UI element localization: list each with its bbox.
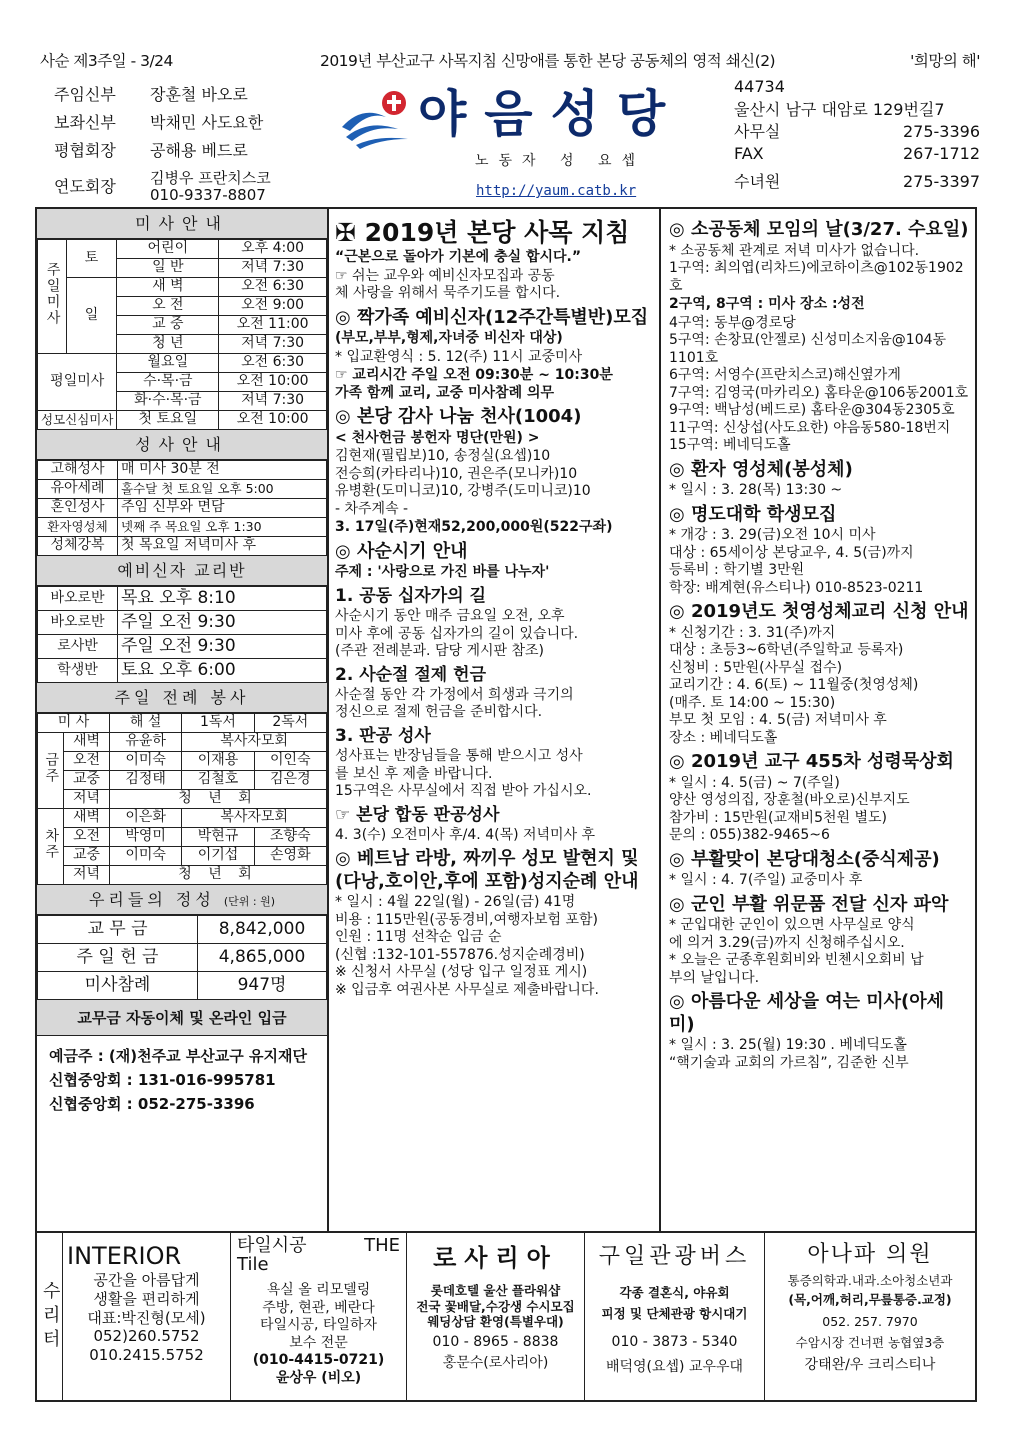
staff-row: 연도회장 김병우 프란치스코 010-9337-8807	[54, 168, 271, 204]
table-row: 일 반 저녁 7:30	[38, 259, 327, 278]
sacrament-table	[37, 460, 327, 556]
website-link[interactable]: http://yaum.catb.kr	[476, 183, 637, 199]
liturgy-service-heading: 주일 전례 봉사	[37, 683, 327, 713]
account-number: 신협중앙회 : 052-275-3396	[49, 1095, 255, 1113]
table-row: 미사참례 947명	[38, 972, 327, 1000]
notice-text: < 천사헌금 봉헌자 명단(만원) >	[335, 429, 540, 446]
ad-riter-label: 수리터	[37, 1233, 63, 1400]
table-row: 화·수·목·금 저녁 7:30	[38, 392, 327, 411]
patron-saint: 노동자 성 요셉	[475, 153, 646, 169]
ad-strip	[35, 1233, 977, 1402]
ad-title: 아나파 의원	[807, 1242, 933, 1267]
sacrament-heading: 성사안내	[37, 430, 327, 460]
table-row: 교중 이미숙 이기섭 손영화	[38, 847, 327, 866]
table-row: 교 무 금 8,842,000	[38, 916, 327, 944]
table-row: 학생반 토요 오후 6:00	[38, 659, 327, 683]
table-row: 성모신심미사 첫 토요일 오전 10:00	[38, 411, 327, 430]
table-row: 저녁 청 년 회	[38, 790, 327, 809]
middle-column	[329, 209, 661, 1231]
table-row: 오전 이미숙 이재용 이인숙	[38, 752, 327, 771]
notice-heading: 3. 판공 성사	[335, 725, 431, 746]
contact-row: 수녀원 275-3397	[734, 172, 980, 191]
transfer-heading: 교무금 자동이체 및 온라인 입금	[37, 1000, 327, 1036]
notice-text: ☞ 교리시간 주일 오전 09:30분 ~ 10:30분 가족 함께 교리, 교중 미사참례 의무	[335, 367, 613, 401]
staff-row: 주임신부 장훈철 바오로	[54, 85, 248, 104]
contact-row: 사무실 275-3396	[734, 122, 980, 141]
account-number: 신협중앙회 : 131-016-995781	[49, 1071, 276, 1089]
table-row: 교 중 오전 11:00	[38, 316, 327, 335]
table-row: 바오로반 목요 오후 8:10	[38, 587, 327, 611]
notice-text: * 입교환영식 : 5. 12(주) 11시 교중미사	[335, 348, 583, 365]
catechumen-table	[37, 586, 327, 683]
notice-heading: ◎ 환자 영성체(봉성체)	[669, 458, 853, 480]
table-row: 청 년 저녁 7:30	[38, 335, 327, 354]
notice-text: * 일시 : 4. 7(주일) 교중미사 후	[669, 872, 863, 888]
table-row: 오전 박영미 박현규 조향숙	[38, 828, 327, 847]
ad-rosaria: 로사리아 롯데호텔 울산 플라워샵 전국 꽃배달,수강생 수시모집 웨딩상담 환영(특별우대) 010 - 8965 - 8838 홍문수(로사리아)	[407, 1233, 585, 1400]
notice-text: 사순시기 동안 매주 금요일 오전, 오후 미사 후에 공동 십자가의 길이 있습니다. (주관 전례분과. 담당 게시판 참조)	[335, 608, 579, 659]
address: 울산시 남구 대암로 129번길7	[734, 100, 945, 119]
week-label: 사순 제3주일 - 3/24	[40, 52, 173, 70]
table-row: 바오로반 주일 오전 9:30	[38, 611, 327, 635]
staff-row: 보좌신부 박채민 사도요한	[54, 113, 264, 132]
table-row: 오 전 오전 9:00	[38, 297, 327, 316]
notice-text: 주제 : '사랑으로 가진 바를 나누자'	[335, 564, 550, 581]
top-line	[40, 52, 980, 71]
table-row: 유아세례 홀수달 첫 토요일 오후 5:00	[38, 480, 327, 499]
notice-heading: ◎ 소공동체 모임의 날(3/27. 수요일)	[669, 219, 969, 240]
year-theme: '희망의 해'	[910, 52, 980, 70]
notice-heading: ◎ 부활맞이 본당대청소(중식제공)	[669, 848, 940, 870]
table-row: 혼인성사 주임 신부와 면담	[38, 499, 327, 518]
account-holder: 예금주 : (재)천주교 부산교구 유지재단	[49, 1047, 307, 1065]
mass-table	[37, 239, 327, 430]
table-row: 환자영성체 넷째 주 목요일 오후 1:30	[38, 518, 327, 537]
liturgy-service-table	[37, 713, 327, 885]
notice-heading: ◎ 2019년도 첫영성체교리 신청 안내	[669, 601, 969, 622]
notice-text: 성사표는 반장님들을 통해 받으시고 성사 를 보신 후 제출 바랍니다. 15구역은 사무실에서 직접 받아 가십시오.	[335, 748, 592, 799]
staff-list	[54, 81, 310, 209]
ad-title: INTERIOR	[67, 1242, 182, 1270]
notice-text: * 군입대한 군인이 있으면 사무실로 양식 에 의거 3.29(금)까지 신청해주십시오. * 오늘은 군종후원회비와 빈첸시오회비 납 부의 날입니다.	[669, 917, 924, 986]
offering-heading: 우리들의 정성 (단위 : 원)	[37, 885, 327, 915]
notice-heading: ◎ 2019년 교구 455차 성령묵상회	[669, 751, 954, 772]
notice-text: * 일시 : 3. 28(목) 13:30 ~	[669, 482, 843, 498]
notice-text: 사순절 동안 각 가정에서 희생과 극기의 정신으로 절제 헌금을 준비합시다.	[335, 686, 574, 721]
notice-text: * 일시 : 4. 5(금) ~ 7(주일) 양산 영성의집, 장훈철(바오로)신부지도 참가비 : 15만원(교재비5천원 별도) 문의 : 055)382-9465~6	[669, 774, 910, 843]
right-column	[661, 209, 975, 1231]
table-row: 로사반 주일 오전 9:30	[38, 635, 327, 659]
table-row: 평일미사 월요일 오전 6:30	[38, 354, 327, 373]
notice-heading: ☞ 본당 합동 판공성사	[335, 804, 500, 825]
notice-text: 3. 17일(주)현재52,200,000원(522구좌)	[335, 519, 613, 536]
parish-name: 야음성당	[418, 85, 684, 143]
table-row: 주 일 헌 금 4,865,000	[38, 944, 327, 972]
table-row: 일 새 벽 오전 6:30	[38, 278, 327, 297]
diocese-motto: 2019년 부산교구 사목지침 신망애를 통한 본당 공동체의 영적 쇄신(2)	[319, 52, 776, 70]
mass-guide-heading: 미사안내	[37, 209, 327, 239]
table-row: 고해성사 매 미사 30분 전	[38, 461, 327, 480]
table-row: 성체강복 첫 목요일 저녁미사 후	[38, 537, 327, 556]
notice-heading: ◎ 본당 감사 나눔 천사(1004)	[335, 406, 582, 428]
contact-info	[734, 77, 980, 193]
offering-table	[37, 915, 327, 1000]
notice-text: * 일시 : 3. 25(월) 19:30 . 베네딕도홀 “핵기술과 교회의 가르침”, 김준한 신부	[669, 1037, 909, 1071]
ad-title: 로사리아	[433, 1244, 558, 1272]
notice-text: * 일시 : 4월 22일(월) - 26일(금) 41명 비용 : 115만원(공동경비,여행자보험 포함) 인원 : 11명 선착순 입금 순 (신협 :132-101-557876.성지순례경비) ※ 신청서 사무실 (성당 입구 일정표 게시) ※ 입금후 여권사본 사무실로 제출바랍니다.	[335, 894, 599, 998]
left-column	[37, 209, 329, 1231]
notice-heading: ◎ 아름다운 세상을 여는 미사(아세미)	[669, 991, 945, 1035]
notice-heading: ◎ 사순시기 안내	[335, 540, 468, 562]
notice-text: 2구역, 8구역 : 미사 장소 :성전	[669, 296, 865, 312]
notice-heading: ◎ 명도대학 학생모집	[669, 503, 837, 525]
ad-bus: 구일관광버스 각종 결혼식, 야유회 피정 및 단체관광 항시대기 010 - 3873 - 5340 배덕영(요셉) 교우우대	[585, 1233, 765, 1400]
ad-interior: INTERIOR 공간을 아름답게 생활을 편리하게 대표:박진형(모세) 052)260.5752 010.2415.5752	[63, 1233, 231, 1400]
contact-row: FAX 267-1712	[734, 144, 980, 163]
notice-text: 김현재(필립보)10, 송정실(요셉)10 전승희(카타리나)10, 권은주(모니카)10 유병환(도미니코)10, 강병주(도미니코)10 - 차주계속 -	[335, 448, 591, 517]
header	[40, 77, 980, 205]
account-info	[37, 1036, 327, 1124]
ad-clinic: 아나파 의원 통증의학과.내과.소아청소년과 (목,어깨,허리,무릎통증.교정) 052. 257. 7970 수암시장 건너편 농협옆3층 강태완/우 크리스티나	[765, 1233, 975, 1400]
catechumen-heading: 예비신자 교리반	[37, 556, 327, 586]
table-row: 수·목·금 오전 10:00	[38, 373, 327, 392]
table-row: 금주 새벽 유윤하 복사자모회	[38, 733, 327, 752]
notice-text: ☞ 쉬는 교우와 예비신자모집과 공동 체 사랑을 위해서 묵주기도를 합시다.	[335, 267, 561, 302]
notice-heading: 2. 사순절 절제 헌금	[335, 664, 486, 685]
notice-heading: 1. 공동 십자가의 길	[335, 585, 486, 606]
notice-text: * 개강 : 3. 29(금)오전 10시 미사 대상 : 65세이상 본당교우, 4. 5(금)까지 등록비 : 학기별 3만원 학장: 배계현(유스티나) 010-8523-0211	[669, 527, 924, 596]
table-row: 주일미사 토 어린이 오후 4:00	[38, 240, 327, 259]
ad-tile: 타일시공 THE Tile 욕실 올 리모델링 주방, 현관, 베란다 타일시공, 타일하자 보수 전문 (010-4415-0721) 윤상우 (비오)	[231, 1233, 407, 1400]
notice-text: * 신청기간 : 3. 31(주)까지 대상 : 초등3~6학년(주일학교 등록자) 신청비 : 5만원(사무실 접수) 교리기간 : 4. 6(토) ~ 11월중(첫영성체) (매주. 토 14:00 ~ 15:30) 부모 첫 모임 : 4. 5(금) 저녁미사 후 장소 : 베네딕도홀	[669, 624, 919, 746]
table-row: 차주 새벽 이은화 복사자모회	[38, 809, 327, 828]
notice-heading: ◎ 군인 부활 위문품 전달 신자 파악	[669, 893, 949, 915]
notice-text: (부모,부부,형제,자녀중 비신자 대상)	[335, 330, 563, 347]
table-row: 미 사 해 설 1독서 2독서	[38, 714, 327, 733]
table-row: 저녁 청 년 회	[38, 866, 327, 885]
notice-text: “근본으로 돌아가 기본에 충실 합시다.”	[335, 249, 582, 266]
notice-text: 4구역: 동부@경로당 5구역: 손창묘(안젤로) 신성미소지움@104동1101호 6구역: 서영수(프란치스코)해신옆가게 7구역: 김영국(마카리오) 홈타운@106동2001호 9구역: 백남성(베드로) 홈타운@304동2305호 11구역: 신상섭(사도요한) 야음동580-18번지 15구역: 베네딕도홀	[669, 314, 969, 453]
notice-text: * 소공동체 관계로 저녁 미사가 없습니다. 1구역: 최의엽(리차드)에코하이츠@102동1902호	[669, 242, 964, 294]
notice-heading: ◎ 짝가족 예비신자(12주간특별반)모집	[335, 306, 649, 328]
staff-row: 평협회장 공해용 베드로	[54, 141, 248, 160]
table-row: 교중 김정태 김철호 김은경	[38, 771, 327, 790]
notice-heading: ◎ 베트남 라방, 짜끼우 성모 발현지 및 (다낭,호이안,후에 포함)성지순례 안내	[335, 848, 639, 892]
parish-logo-icon	[338, 87, 418, 151]
notice-text: 4. 3(수) 오전미사 후/4. 4(목) 저녁미사 후	[335, 826, 596, 843]
main-frame	[35, 207, 977, 1233]
notice-heading: ✠ 2019년 본당 사목 지침	[335, 218, 630, 247]
ad-title: 구일관광버스	[598, 1244, 751, 1269]
zip-code: 44734	[734, 77, 785, 96]
